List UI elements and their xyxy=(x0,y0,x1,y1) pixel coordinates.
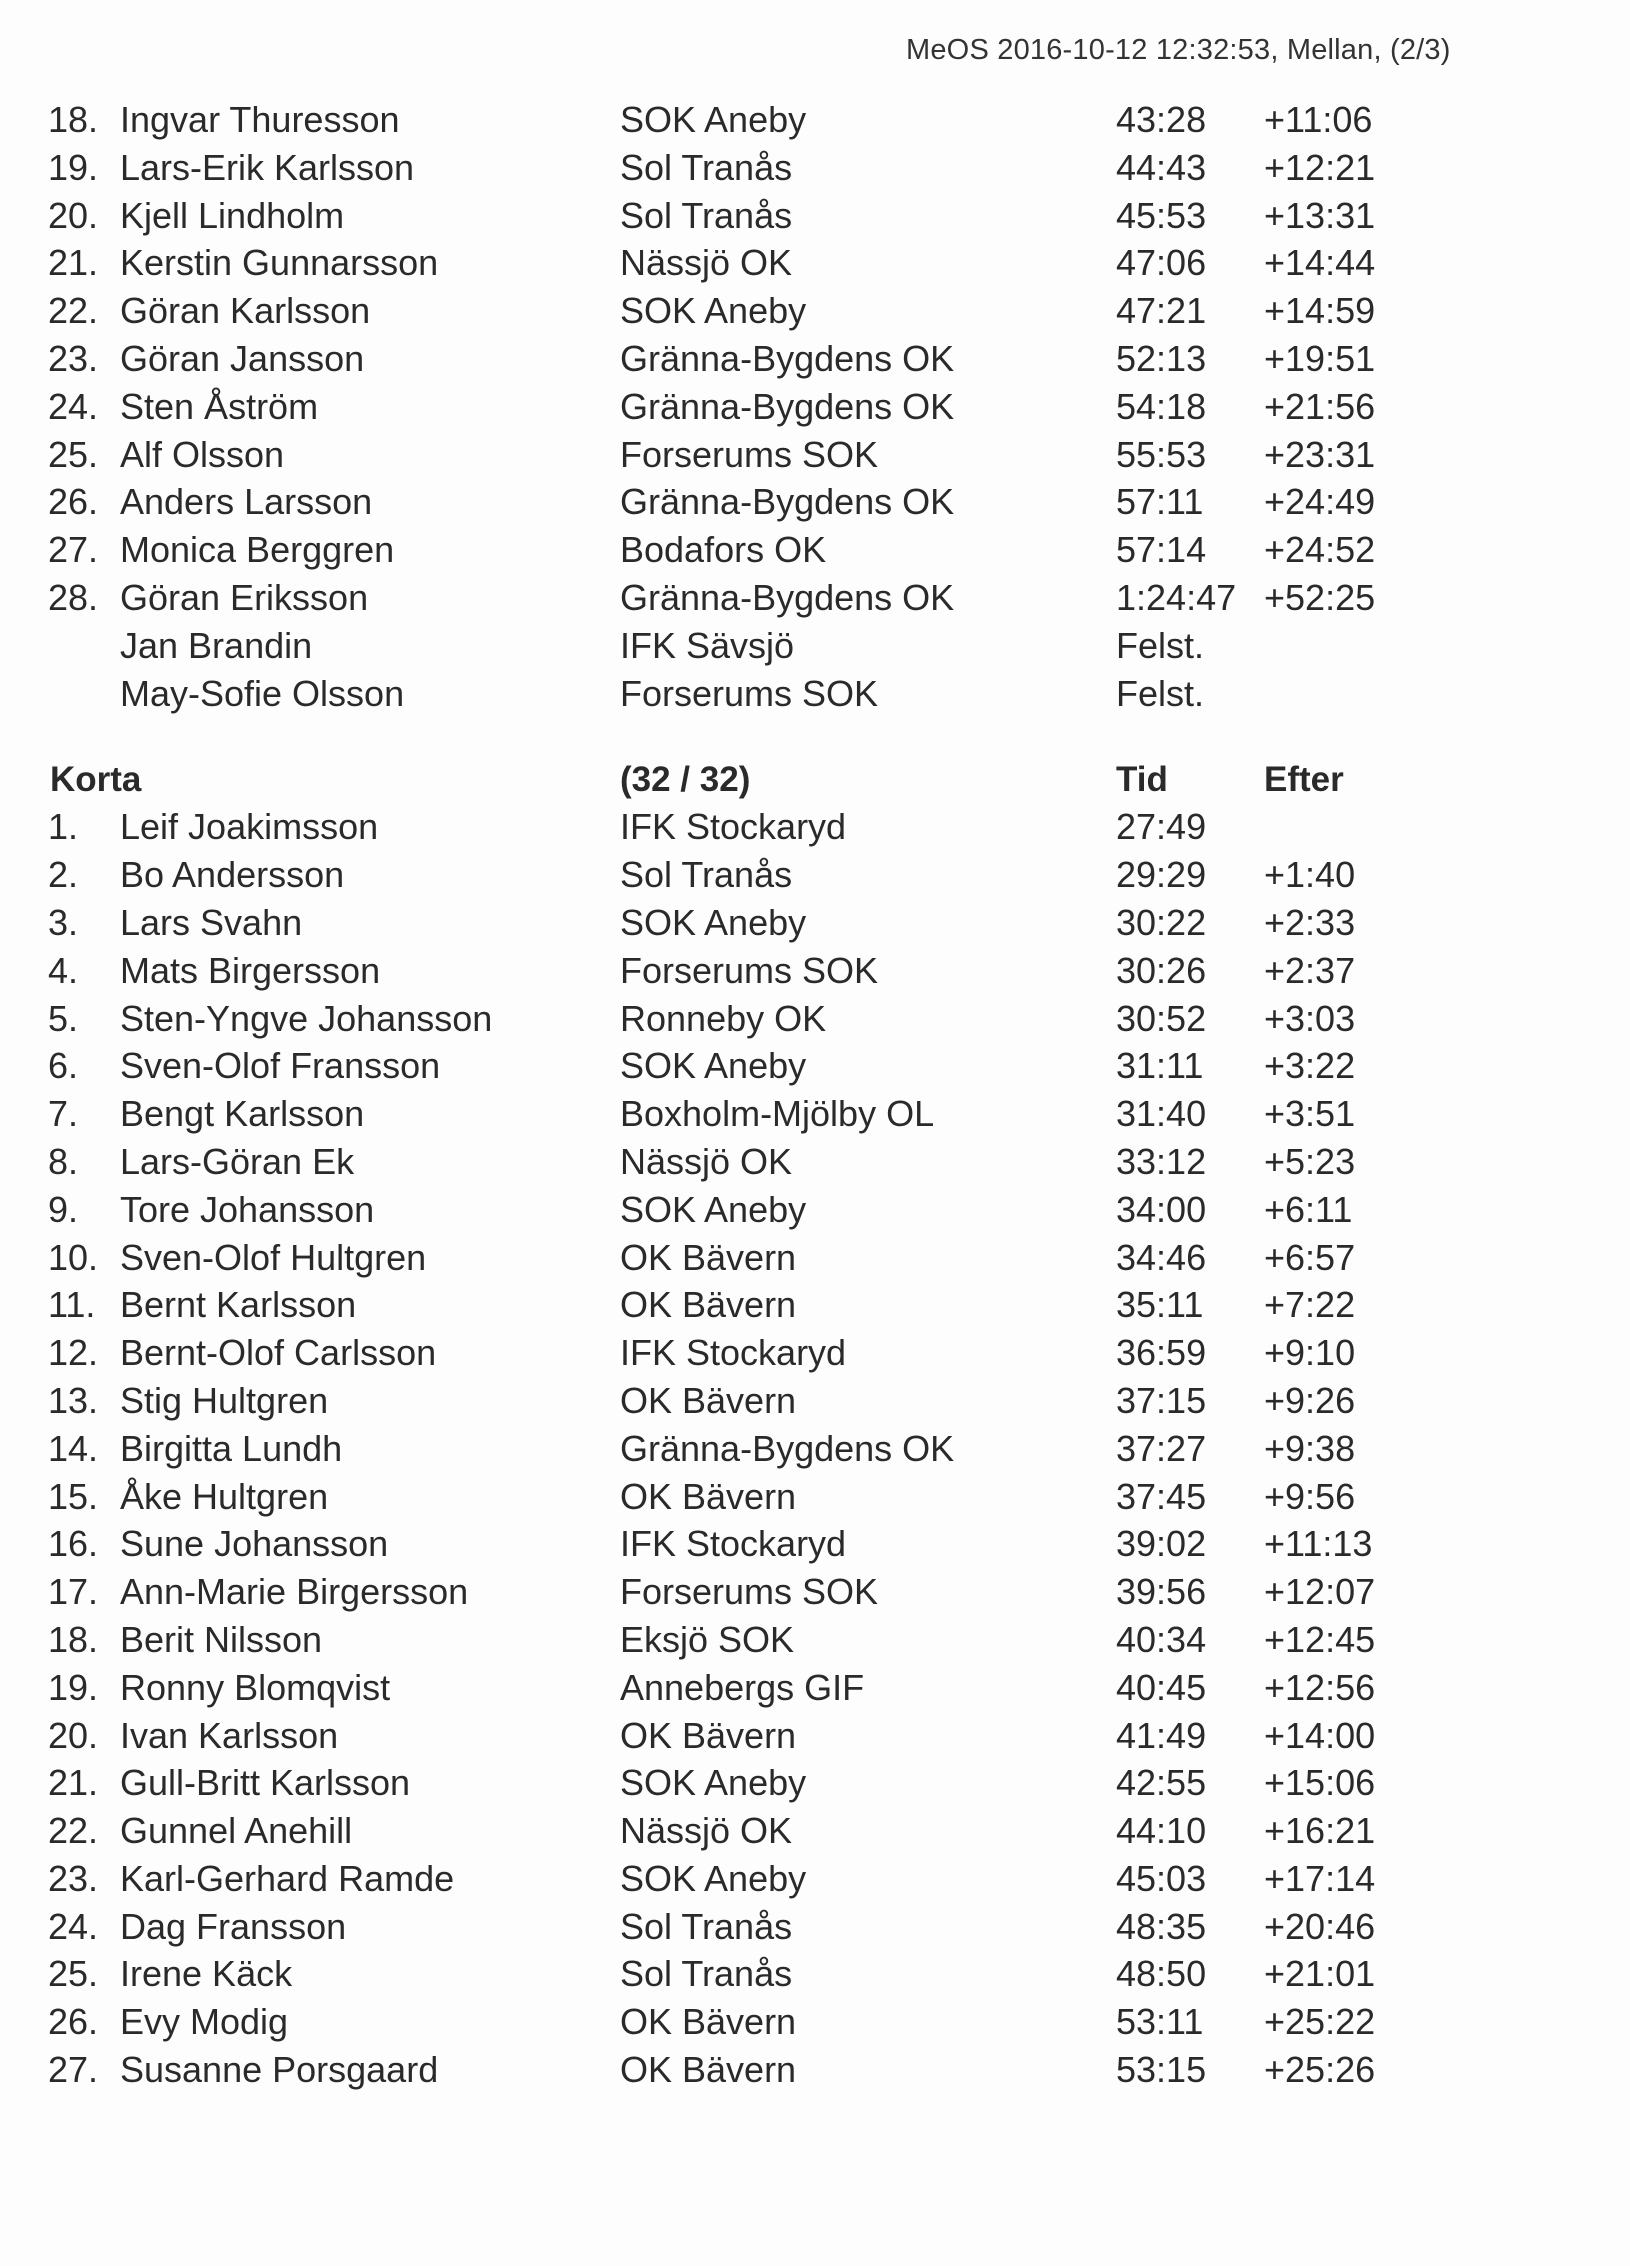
result-row xyxy=(48,947,1448,995)
time-behind: +7:22 xyxy=(1264,1284,1356,1326)
time-behind: +52:25 xyxy=(1264,576,1376,618)
time-behind: +9:26 xyxy=(1264,1379,1356,1421)
result-row xyxy=(48,2046,1448,2094)
runner-name: Kerstin Gunnarsson xyxy=(120,242,439,284)
result-row xyxy=(48,803,1448,851)
result-time: 1:24:47 xyxy=(1116,576,1237,618)
time-behind: +3:03 xyxy=(1264,997,1356,1039)
result-row xyxy=(48,1377,1448,1425)
place-number: 18. xyxy=(48,99,99,140)
club-name: IFK Stockaryd xyxy=(620,806,847,848)
time-behind: +3:22 xyxy=(1264,1045,1356,1087)
club-name: Forserums SOK xyxy=(620,672,879,714)
time-behind: +19:51 xyxy=(1264,337,1376,379)
runner-name: Sune Johansson xyxy=(120,1523,389,1565)
place-number: 10. xyxy=(48,1236,99,1278)
runner-name: Lars-Göran Ek xyxy=(120,1140,355,1182)
place-number: 18. xyxy=(48,1618,99,1660)
time-behind: +23:31 xyxy=(1264,433,1376,475)
place-number: 22. xyxy=(48,290,99,332)
class-header-korta xyxy=(48,757,1448,803)
result-time: 29:29 xyxy=(1116,854,1207,896)
club-name: OK Bävern xyxy=(620,2001,797,2043)
time-behind: +6:11 xyxy=(1264,1188,1353,1230)
result-row xyxy=(48,1138,1448,1186)
runner-name: Jan Brandin xyxy=(120,624,313,666)
club-name: Sol Tranås xyxy=(620,194,793,236)
club-name: Sol Tranås xyxy=(620,146,793,188)
result-time: 36:59 xyxy=(1116,1332,1207,1374)
runner-name: Dag Fransson xyxy=(120,1905,347,1947)
time-behind: +13:31 xyxy=(1264,194,1376,236)
club-name: SOK Aneby xyxy=(620,290,807,332)
result-row xyxy=(48,1329,1448,1377)
place-number: 25. xyxy=(48,1953,99,1995)
result-row xyxy=(48,851,1448,899)
place-number: 4. xyxy=(48,949,79,991)
club-name: SOK Aneby xyxy=(620,1857,807,1899)
runner-name: Lars-Erik Karlsson xyxy=(120,146,415,188)
korta-results xyxy=(48,803,1448,2094)
time-behind: +11:06 xyxy=(1264,99,1373,140)
place-number: 22. xyxy=(48,1810,99,1852)
runner-name: Göran Jansson xyxy=(120,337,365,379)
result-time: 31:40 xyxy=(1116,1093,1207,1135)
runner-name: Tore Johansson xyxy=(120,1188,375,1230)
result-time: 37:27 xyxy=(1116,1427,1207,1469)
result-time: 44:43 xyxy=(1116,146,1207,188)
club-name: SOK Aneby xyxy=(620,1762,807,1804)
result-row xyxy=(48,192,1448,240)
club-name: Gränna-Bygdens OK xyxy=(620,385,955,427)
club-name: Gränna-Bygdens OK xyxy=(620,337,955,379)
result-row xyxy=(48,1950,1448,1998)
result-row xyxy=(48,383,1448,431)
club-name: Bodafors OK xyxy=(620,529,827,571)
place-number: 25. xyxy=(48,433,99,475)
result-time: 44:10 xyxy=(1116,1810,1207,1852)
runner-name: Leif Joakimsson xyxy=(120,806,379,848)
place-number: 28. xyxy=(48,576,99,618)
runner-name: Susanne Porsgaard xyxy=(120,2049,439,2091)
club-name: Forserums SOK xyxy=(620,433,879,475)
result-time: 53:15 xyxy=(1116,2049,1207,2091)
place-number: 20. xyxy=(48,194,99,236)
place-number: 21. xyxy=(48,242,99,284)
place-number: 23. xyxy=(48,1857,99,1899)
result-row xyxy=(48,1998,1448,2046)
time-behind: +2:33 xyxy=(1264,901,1356,943)
result-row xyxy=(48,335,1448,383)
club-name: Forserums SOK xyxy=(620,1571,879,1613)
place-number: 13. xyxy=(48,1379,99,1421)
runner-name: Berit Nilsson xyxy=(120,1618,323,1660)
club-name: OK Bävern xyxy=(620,1475,797,1517)
result-time: 35:11 xyxy=(1116,1284,1204,1326)
place-number: 16. xyxy=(48,1523,99,1565)
place-number: 24. xyxy=(48,1905,99,1947)
place-number: 5. xyxy=(48,997,79,1039)
place-number: 27. xyxy=(48,529,99,571)
club-name: Gränna-Bygdens OK xyxy=(620,1427,955,1469)
runner-name: Birgitta Lundh xyxy=(120,1427,343,1469)
runner-name: Sven-Olof Hultgren xyxy=(120,1236,427,1278)
result-row xyxy=(48,478,1448,526)
club-name: SOK Aneby xyxy=(620,901,807,943)
time-behind: +24:52 xyxy=(1264,529,1376,571)
club-name: Eksjö SOK xyxy=(620,1618,795,1660)
result-row xyxy=(48,1520,1448,1568)
result-time: 54:18 xyxy=(1116,385,1207,427)
time-behind: +9:10 xyxy=(1264,1332,1356,1374)
time-behind: +1:40 xyxy=(1264,854,1356,896)
result-time: 41:49 xyxy=(1116,1714,1207,1756)
result-row xyxy=(48,431,1448,479)
runner-name: Evy Modig xyxy=(120,2001,289,2043)
result-time: 47:06 xyxy=(1116,242,1207,284)
place-number: 26. xyxy=(48,2001,99,2043)
result-time: 33:12 xyxy=(1116,1140,1207,1182)
page-header: MeOS 2016-10-12 12:32:53, Mellan, (2/3) xyxy=(906,34,1451,66)
time-behind: +11:13 xyxy=(1264,1523,1373,1565)
result-row xyxy=(48,144,1448,192)
result-row xyxy=(48,239,1448,287)
place-number: 19. xyxy=(48,146,99,188)
place-number: 3. xyxy=(48,901,79,943)
runner-name: Ann-Marie Birgersson xyxy=(120,1571,469,1613)
result-row xyxy=(48,526,1448,574)
runner-name: Lars Svahn xyxy=(120,901,303,943)
result-time: 53:11 xyxy=(1116,2001,1204,2043)
place-number: 8. xyxy=(48,1140,79,1182)
time-behind: +15:06 xyxy=(1264,1762,1376,1804)
club-name: IFK Stockaryd xyxy=(620,1332,847,1374)
runner-name: Bo Andersson xyxy=(120,854,345,896)
club-name: Gränna-Bygdens OK xyxy=(620,481,955,523)
result-row xyxy=(48,622,1448,670)
result-row xyxy=(48,995,1448,1043)
club-name: IFK Stockaryd xyxy=(620,1523,847,1565)
result-row xyxy=(48,1568,1448,1616)
result-time: Felst. xyxy=(1116,672,1205,714)
club-name: Nässjö OK xyxy=(620,242,793,284)
result-time: 34:00 xyxy=(1116,1188,1207,1230)
time-behind: +9:38 xyxy=(1264,1427,1356,1469)
club-name: IFK Sävsjö xyxy=(620,624,795,666)
result-row xyxy=(48,1234,1448,1282)
place-number: 11. xyxy=(48,1284,96,1326)
result-time: Felst. xyxy=(1116,624,1205,666)
result-time: 40:45 xyxy=(1116,1666,1207,1708)
club-name: Gränna-Bygdens OK xyxy=(620,576,955,618)
result-row xyxy=(48,1042,1448,1090)
result-time: 57:11 xyxy=(1116,481,1204,523)
club-name: Nässjö OK xyxy=(620,1810,793,1852)
result-time: 45:03 xyxy=(1116,1857,1207,1899)
runner-name: Mats Birgersson xyxy=(120,949,381,991)
result-time: 37:15 xyxy=(1116,1379,1207,1421)
time-behind: +12:56 xyxy=(1264,1666,1376,1708)
result-row xyxy=(48,96,1448,144)
result-time: 48:35 xyxy=(1116,1905,1207,1947)
result-row xyxy=(48,1281,1448,1329)
time-behind: +12:45 xyxy=(1264,1618,1376,1660)
runner-name: Bernt Karlsson xyxy=(120,1284,357,1326)
place-number: 26. xyxy=(48,481,99,523)
place-number: 1. xyxy=(48,806,79,848)
place-number: 23. xyxy=(48,337,99,379)
class-count: (32 / 32) xyxy=(620,760,751,800)
result-row xyxy=(48,1903,1448,1951)
club-name: SOK Aneby xyxy=(620,1188,807,1230)
result-time: 42:55 xyxy=(1116,1762,1207,1804)
result-time: 31:11 xyxy=(1116,1045,1204,1087)
section-spacer xyxy=(48,717,1448,757)
runner-name: Bernt-Olof Carlsson xyxy=(120,1332,437,1374)
runner-name: Anders Larsson xyxy=(120,481,373,523)
time-behind: +17:14 xyxy=(1264,1857,1376,1899)
runner-name: Gunnel Anehill xyxy=(120,1810,353,1852)
runner-name: Göran Eriksson xyxy=(120,576,369,618)
result-time: 55:53 xyxy=(1116,433,1207,475)
result-time: 45:53 xyxy=(1116,194,1207,236)
club-name: Boxholm-Mjölby OL xyxy=(620,1093,935,1135)
time-behind: +21:01 xyxy=(1264,1953,1376,1995)
place-number: 9. xyxy=(48,1188,79,1230)
runner-name: Gull-Britt Karlsson xyxy=(120,1762,411,1804)
time-behind: +2:37 xyxy=(1264,949,1356,991)
result-row xyxy=(48,1712,1448,1760)
result-row xyxy=(48,899,1448,947)
place-number: 7. xyxy=(48,1093,79,1135)
result-row xyxy=(48,1807,1448,1855)
time-behind: +14:44 xyxy=(1264,242,1376,284)
time-behind: +9:56 xyxy=(1264,1475,1356,1517)
runner-name: Åke Hultgren xyxy=(120,1475,329,1517)
place-number: 27. xyxy=(48,2049,99,2091)
place-number: 20. xyxy=(48,1714,99,1756)
place-number: 2. xyxy=(48,854,79,896)
club-name: OK Bävern xyxy=(620,1714,797,1756)
result-row xyxy=(48,574,1448,622)
runner-name: Ingvar Thuresson xyxy=(120,99,400,140)
place-number: 12. xyxy=(48,1332,99,1374)
result-time: 40:34 xyxy=(1116,1618,1207,1660)
runner-name: Irene Käck xyxy=(120,1953,293,1995)
time-behind: +25:26 xyxy=(1264,2049,1376,2091)
mellan-results xyxy=(48,96,1448,717)
time-behind: +16:21 xyxy=(1264,1810,1376,1852)
club-name: OK Bävern xyxy=(620,1379,797,1421)
club-name: Sol Tranås xyxy=(620,854,793,896)
time-behind: +6:57 xyxy=(1264,1236,1356,1278)
result-time: 30:52 xyxy=(1116,997,1207,1039)
time-column-header: Tid xyxy=(1116,760,1168,800)
runner-name: Sten-Yngve Johansson xyxy=(120,997,493,1039)
club-name: Nässjö OK xyxy=(620,1140,793,1182)
runner-name: Sven-Olof Fransson xyxy=(120,1045,441,1087)
runner-name: Alf Olsson xyxy=(120,433,285,475)
runner-name: Stig Hultgren xyxy=(120,1379,329,1421)
result-time: 52:13 xyxy=(1116,337,1207,379)
club-name: Forserums SOK xyxy=(620,949,879,991)
after-column-header: Efter xyxy=(1264,760,1344,800)
club-name: OK Bävern xyxy=(620,1284,797,1326)
result-time: 39:02 xyxy=(1116,1523,1207,1565)
result-row xyxy=(48,1855,1448,1903)
result-time: 47:21 xyxy=(1116,290,1207,332)
club-name: OK Bävern xyxy=(620,1236,797,1278)
result-row xyxy=(48,1473,1448,1521)
runner-name: Kjell Lindholm xyxy=(120,194,345,236)
time-behind: +21:56 xyxy=(1264,385,1376,427)
time-behind: +3:51 xyxy=(1264,1093,1356,1135)
time-behind: +12:21 xyxy=(1264,146,1376,188)
time-behind: +5:23 xyxy=(1264,1140,1356,1182)
runner-name: Ronny Blomqvist xyxy=(120,1666,391,1708)
runner-name: Ivan Karlsson xyxy=(120,1714,339,1756)
time-behind: +12:07 xyxy=(1264,1571,1376,1613)
runner-name: May-Sofie Olsson xyxy=(120,672,405,714)
result-row xyxy=(48,287,1448,335)
result-row xyxy=(48,1425,1448,1473)
time-behind: +14:59 xyxy=(1264,290,1376,332)
runner-name: Karl-Gerhard Ramde xyxy=(120,1857,455,1899)
runner-name: Sten Åström xyxy=(120,385,319,427)
result-time: 34:46 xyxy=(1116,1236,1207,1278)
result-time: 37:45 xyxy=(1116,1475,1207,1517)
club-name: Sol Tranås xyxy=(620,1953,793,1995)
time-behind: +24:49 xyxy=(1264,481,1376,523)
result-row xyxy=(48,1759,1448,1807)
result-time: 30:26 xyxy=(1116,949,1207,991)
place-number: 19. xyxy=(48,1666,99,1708)
result-time: 43:28 xyxy=(1116,99,1207,140)
result-row xyxy=(48,670,1448,718)
class-title: Korta xyxy=(50,760,142,800)
club-name: Annebergs GIF xyxy=(620,1666,865,1708)
club-name: Sol Tranås xyxy=(620,1905,793,1947)
club-name: Ronneby OK xyxy=(620,997,827,1039)
club-name: OK Bävern xyxy=(620,2049,797,2091)
result-time: 39:56 xyxy=(1116,1571,1207,1613)
results-list xyxy=(48,96,1448,2094)
place-number: 15. xyxy=(48,1475,99,1517)
result-row xyxy=(48,1186,1448,1234)
place-number: 6. xyxy=(48,1045,79,1087)
place-number: 21. xyxy=(48,1762,99,1804)
runner-name: Monica Berggren xyxy=(120,529,395,571)
result-time: 30:22 xyxy=(1116,901,1207,943)
result-time: 27:49 xyxy=(1116,806,1207,848)
runner-name: Göran Karlsson xyxy=(120,290,371,332)
time-behind: +25:22 xyxy=(1264,2001,1376,2043)
club-name: SOK Aneby xyxy=(620,99,807,140)
place-number: 17. xyxy=(48,1571,99,1613)
result-time: 57:14 xyxy=(1116,529,1207,571)
runner-name: Bengt Karlsson xyxy=(120,1093,365,1135)
result-row xyxy=(48,1664,1448,1712)
time-behind: +20:46 xyxy=(1264,1905,1376,1947)
result-time: 48:50 xyxy=(1116,1953,1207,1995)
result-row xyxy=(48,1090,1448,1138)
club-name: SOK Aneby xyxy=(620,1045,807,1087)
place-number: 24. xyxy=(48,385,99,427)
result-row xyxy=(48,1616,1448,1664)
place-number: 14. xyxy=(48,1427,99,1469)
time-behind: +14:00 xyxy=(1264,1714,1376,1756)
